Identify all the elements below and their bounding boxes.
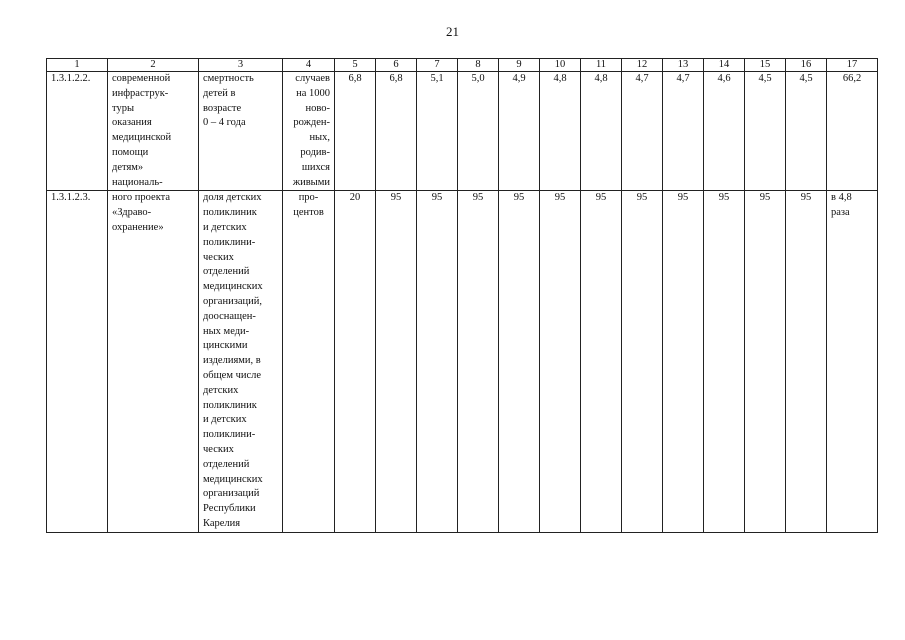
indicator-code: 1.3.1.2.3. [47, 191, 108, 533]
value-cell: 4,7 [663, 72, 704, 191]
value-cell: 6,8 [376, 72, 417, 191]
indicators-table [46, 58, 878, 533]
value-cell: 20 [335, 191, 376, 533]
column-number-row [47, 59, 878, 72]
project-name-cell: ного проекта «Здраво- охранение» [108, 191, 199, 533]
value-cell: 4,5 [745, 72, 786, 191]
value-cell: в 4,8 раза [827, 191, 878, 533]
value-cell: 4,8 [581, 72, 622, 191]
column-header: 12 [622, 59, 663, 72]
value-cell: 4,5 [786, 72, 827, 191]
value-cell: 5,1 [417, 72, 458, 191]
column-header: 17 [827, 59, 878, 72]
column-header: 5 [335, 59, 376, 72]
unit-cell: про- центов [283, 191, 335, 533]
value-cell: 95 [581, 191, 622, 533]
value-cell: 95 [458, 191, 499, 533]
column-header: 16 [786, 59, 827, 72]
unit-cell: случаев на 1000 ново- рожден- ных, родив- шихся живыми [283, 72, 335, 191]
value-cell: 95 [745, 191, 786, 533]
column-header: 9 [499, 59, 540, 72]
table-row [47, 72, 878, 191]
value-cell: 4,7 [622, 72, 663, 191]
value-cell: 4,8 [540, 72, 581, 191]
column-header: 6 [376, 59, 417, 72]
column-header: 13 [663, 59, 704, 72]
column-header: 1 [47, 59, 108, 72]
table-row [47, 191, 878, 533]
column-header: 8 [458, 59, 499, 72]
column-header: 2 [108, 59, 199, 72]
column-header: 15 [745, 59, 786, 72]
indicator-code: 1.3.1.2.2. [47, 72, 108, 191]
value-cell: 4,6 [704, 72, 745, 191]
value-cell: 95 [663, 191, 704, 533]
value-cell: 5,0 [458, 72, 499, 191]
column-header: 10 [540, 59, 581, 72]
value-cell: 6,8 [335, 72, 376, 191]
project-name-cell: современной инфраструк- туры оказания медицинской помощи детям» националь- [108, 72, 199, 191]
column-header: 3 [199, 59, 283, 72]
column-header: 4 [283, 59, 335, 72]
column-header: 7 [417, 59, 458, 72]
value-cell: 95 [622, 191, 663, 533]
page-number: 21 [446, 24, 459, 39]
value-cell: 66,2 [827, 72, 878, 191]
indicator-name-cell: смертность детей в возрасте 0 – 4 года [199, 72, 283, 191]
indicator-name-cell: доля детских поликлиник и детских поликлини- ческих отделений медицинских организаций, дооснащен- ных меди- цинскими изделиями, в общем числе детских поликлиник и детских поликлини- ческих отделений медицинских организаций Республики Карелия [199, 191, 283, 533]
column-header: 14 [704, 59, 745, 72]
value-cell: 95 [540, 191, 581, 533]
value-cell: 95 [786, 191, 827, 533]
value-cell: 95 [417, 191, 458, 533]
value-cell: 95 [499, 191, 540, 533]
value-cell: 95 [704, 191, 745, 533]
column-header: 11 [581, 59, 622, 72]
value-cell: 95 [376, 191, 417, 533]
value-cell: 4,9 [499, 72, 540, 191]
